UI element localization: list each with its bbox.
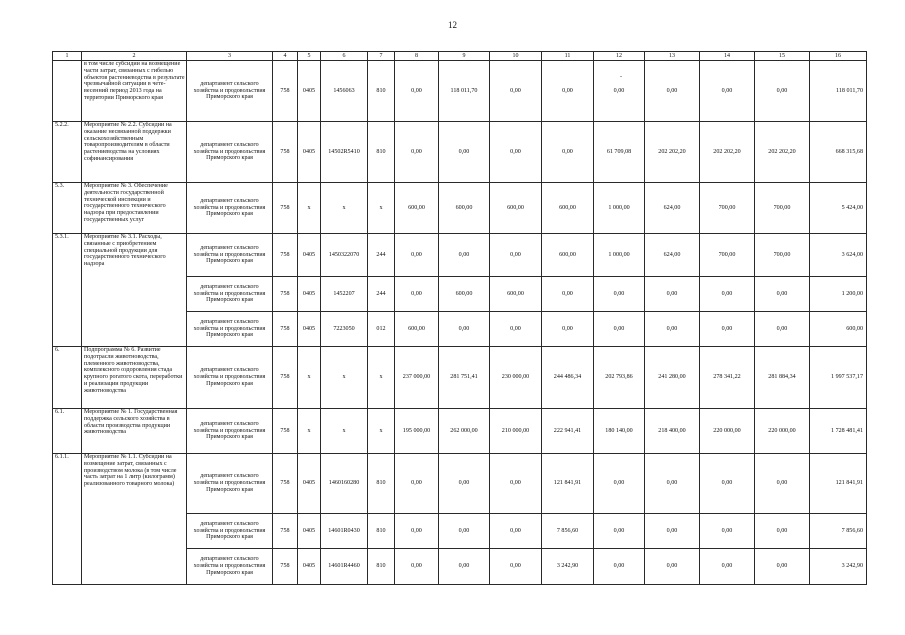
target-article: 1460160280 xyxy=(321,454,368,514)
value-cell: 624,00 xyxy=(645,183,700,234)
header-row xyxy=(53,52,867,61)
executor: департамент сельского хозяйства и продовольствия Приморского края xyxy=(187,234,273,277)
value-cell: 0,00 xyxy=(594,454,645,514)
total-cell: 1 728 481,41 xyxy=(810,409,867,454)
value-cell: 0,00 xyxy=(645,549,700,585)
grbs-code: 758 xyxy=(273,122,298,183)
value-cell: 700,00 xyxy=(755,183,810,234)
value-cell: 0,00 xyxy=(395,277,439,312)
header-cell: 2 xyxy=(82,52,187,61)
grbs-code: 758 xyxy=(273,409,298,454)
executor: департамент сельского хозяйства и продовольствия Приморского края xyxy=(187,549,273,585)
value-cell: 624,00 xyxy=(645,234,700,277)
value-cell: 0,00 xyxy=(439,514,490,549)
section-code: 0405 xyxy=(298,312,321,347)
value-cell: 1 000,00 xyxy=(594,234,645,277)
table-row xyxy=(53,234,867,277)
executor: департамент сельского хозяйства и продовольствия Приморского края xyxy=(187,277,273,312)
value-cell: 0,00 xyxy=(755,549,810,585)
activity-name: Мероприятие № 1. Государственная поддержка сельского хозяйства в области производства продукции животноводства xyxy=(82,409,187,454)
value-cell: 0,00 xyxy=(755,61,810,122)
expense-type: 810 xyxy=(368,122,395,183)
value-cell: 0,00 xyxy=(542,312,594,347)
section-code: 0405 xyxy=(298,277,321,312)
value-cell: 600,00 xyxy=(542,234,594,277)
executor: департамент сельского хозяйства и продовольствия Приморского края xyxy=(187,347,273,409)
row-number: 5.3.1. xyxy=(53,234,82,347)
value-cell: 0,00 xyxy=(490,61,542,122)
value-cell: 180 140,00 xyxy=(594,409,645,454)
table-row xyxy=(53,347,867,409)
value-cell: 0,00 xyxy=(700,514,755,549)
target-article: х xyxy=(321,183,368,234)
section-code: 0405 xyxy=(298,549,321,585)
header-cell: 10 xyxy=(490,52,542,61)
value-cell: 600,00 xyxy=(490,183,542,234)
total-cell: 1 200,00 xyxy=(810,277,867,312)
value-cell: 0,00 xyxy=(755,514,810,549)
value-cell: 202 202,20 xyxy=(700,122,755,183)
value-cell: 0,00 xyxy=(490,454,542,514)
grbs-code: 758 xyxy=(273,277,298,312)
table-row xyxy=(53,183,867,234)
executor: департамент сельского хозяйства и продовольствия Приморского края xyxy=(187,409,273,454)
stray-mark: - xyxy=(620,74,622,80)
activity-name: в том числе субсидии на возмещение части затрат, связанных с гибелью объектов растениеводства в результате чрезвычайной ситуации в чете-весенний период 2013 года на территории Приморского края xyxy=(82,61,187,122)
value-cell: 0,00 xyxy=(700,312,755,347)
value-cell: 600,00 xyxy=(439,277,490,312)
target-article: 7223050 xyxy=(321,312,368,347)
value-cell: 218 400,00 xyxy=(645,409,700,454)
total-cell: 3 624,00 xyxy=(810,234,867,277)
value-cell: 0,00 xyxy=(542,122,594,183)
expense-type: х xyxy=(368,183,395,234)
expense-type: 810 xyxy=(368,549,395,585)
value-cell: 0,00 xyxy=(490,312,542,347)
expense-type: 012 xyxy=(368,312,395,347)
section-code: 0405 xyxy=(298,61,321,122)
header-cell: 8 xyxy=(395,52,439,61)
header-cell: 9 xyxy=(439,52,490,61)
value-cell: 237 000,00 xyxy=(395,347,439,409)
value-cell: 0,00 xyxy=(490,514,542,549)
value-cell: 0,00 xyxy=(594,514,645,549)
header-cell: 1 xyxy=(53,52,82,61)
value-cell: 700,00 xyxy=(755,234,810,277)
value-cell: 61 709,08 xyxy=(594,122,645,183)
value-cell: 3 242,90 xyxy=(542,549,594,585)
value-cell: 600,00 xyxy=(395,312,439,347)
value-cell: 195 000,00 xyxy=(395,409,439,454)
activity-name: Мероприятие № 3. Обеспечение деятельности государственной технической инспекции и государственного технического надзора при предоставлении государственных услуг xyxy=(82,183,187,234)
activity-name: Мероприятие № 3.1. Расходы, связанные с приобретением специальной продукции для государственного технического надзора xyxy=(82,234,187,347)
value-cell: 0,00 xyxy=(395,122,439,183)
executor: департамент сельского хозяйства и продовольствия Приморского края xyxy=(187,514,273,549)
total-cell: 668 315,68 xyxy=(810,122,867,183)
header-cell: 12 xyxy=(594,52,645,61)
value-cell: 0,00 xyxy=(755,454,810,514)
target-article: 14601R4460 xyxy=(321,549,368,585)
value-cell: 244 486,34 xyxy=(542,347,594,409)
target-article: 1456063 xyxy=(321,61,368,122)
total-cell: 121 841,91 xyxy=(810,454,867,514)
executor: департамент сельского хозяйства и продовольствия Приморского края xyxy=(187,183,273,234)
value-cell: 0,00 xyxy=(700,549,755,585)
section-code: 0405 xyxy=(298,454,321,514)
value-cell: 118 011,70 xyxy=(439,61,490,122)
value-cell: 0,00 xyxy=(594,61,645,122)
value-cell: 0,00 xyxy=(490,122,542,183)
value-cell: 600,00 xyxy=(439,183,490,234)
value-cell: 7 856,60 xyxy=(542,514,594,549)
value-cell: 0,00 xyxy=(645,454,700,514)
value-cell: 262 000,00 xyxy=(439,409,490,454)
grbs-code: 758 xyxy=(273,347,298,409)
value-cell: 220 000,00 xyxy=(755,409,810,454)
expense-type: 810 xyxy=(368,514,395,549)
grbs-code: 758 xyxy=(273,549,298,585)
budget-table xyxy=(52,51,867,585)
value-cell: 210 000,00 xyxy=(490,409,542,454)
executor: департамент сельского хозяйства и продовольствия Приморского края xyxy=(187,454,273,514)
row-number xyxy=(53,61,82,122)
expense-type: 810 xyxy=(368,454,395,514)
value-cell: 0,00 xyxy=(645,277,700,312)
header-cell: 7 xyxy=(368,52,395,61)
grbs-code: 758 xyxy=(273,454,298,514)
value-cell: 0,00 xyxy=(395,514,439,549)
value-cell: 202 793,86 xyxy=(594,347,645,409)
value-cell: 0,00 xyxy=(542,277,594,312)
value-cell: 0,00 xyxy=(490,234,542,277)
header-cell: 16 xyxy=(810,52,867,61)
value-cell: 700,00 xyxy=(700,183,755,234)
header-cell: 13 xyxy=(645,52,700,61)
header-cell: 5 xyxy=(298,52,321,61)
section-code: х xyxy=(298,409,321,454)
executor: департамент сельского хозяйства и продовольствия Приморского края xyxy=(187,61,273,122)
value-cell: 0,00 xyxy=(645,61,700,122)
value-cell: 0,00 xyxy=(439,122,490,183)
executor: департамент сельского хозяйства и продовольствия Приморского края xyxy=(187,312,273,347)
value-cell: 0,00 xyxy=(439,312,490,347)
expense-type: 244 xyxy=(368,234,395,277)
page-number: 12 xyxy=(448,20,457,30)
row-number: 6.1. xyxy=(53,409,82,454)
value-cell: 0,00 xyxy=(594,277,645,312)
table-row xyxy=(53,454,867,514)
expense-type: 810 xyxy=(368,61,395,122)
value-cell: 220 000,00 xyxy=(700,409,755,454)
table-row xyxy=(53,409,867,454)
value-cell: 0,00 xyxy=(594,549,645,585)
section-code: 0405 xyxy=(298,514,321,549)
section-code: х xyxy=(298,347,321,409)
header-cell: 3 xyxy=(187,52,273,61)
value-cell: 0,00 xyxy=(700,61,755,122)
grbs-code: 758 xyxy=(273,234,298,277)
value-cell: 0,00 xyxy=(700,277,755,312)
row-number: 6.1.1. xyxy=(53,454,82,585)
value-cell: 0,00 xyxy=(594,312,645,347)
section-code: х xyxy=(298,183,321,234)
header-cell: 15 xyxy=(755,52,810,61)
target-article: 1452207 xyxy=(321,277,368,312)
value-cell: 281 884,34 xyxy=(755,347,810,409)
value-cell: 0,00 xyxy=(439,234,490,277)
total-cell: 118 011,70 xyxy=(810,61,867,122)
header-cell: 4 xyxy=(273,52,298,61)
value-cell: 202 202,20 xyxy=(755,122,810,183)
target-article: 14502R5410 xyxy=(321,122,368,183)
total-cell: 600,00 xyxy=(810,312,867,347)
value-cell: 0,00 xyxy=(439,549,490,585)
total-cell: 5 424,00 xyxy=(810,183,867,234)
row-number: 6. xyxy=(53,347,82,409)
grbs-code: 758 xyxy=(273,61,298,122)
value-cell: 1 000,00 xyxy=(594,183,645,234)
table-row xyxy=(53,122,867,183)
value-cell: 0,00 xyxy=(439,454,490,514)
header-cell: 6 xyxy=(321,52,368,61)
value-cell: 281 751,41 xyxy=(439,347,490,409)
value-cell: 0,00 xyxy=(645,312,700,347)
target-article: 14601R0430 xyxy=(321,514,368,549)
target-article: 1450322070 xyxy=(321,234,368,277)
section-code: 0405 xyxy=(298,234,321,277)
grbs-code: 758 xyxy=(273,183,298,234)
value-cell: 0,00 xyxy=(542,61,594,122)
header-cell: 14 xyxy=(700,52,755,61)
value-cell: 0,00 xyxy=(755,312,810,347)
expense-type: х xyxy=(368,347,395,409)
value-cell: 202 202,20 xyxy=(645,122,700,183)
activity-name: Мероприятие № 2.2. Субсидии на оказание несвязанной поддержки сельскохозяйственным товаропроизводителям в области растениеводства на условиях софинансирования xyxy=(82,122,187,183)
value-cell: 0,00 xyxy=(490,549,542,585)
value-cell: 600,00 xyxy=(542,183,594,234)
total-cell: 3 242,90 xyxy=(810,549,867,585)
row-number: 5.2.2. xyxy=(53,122,82,183)
row-number: 5.3. xyxy=(53,183,82,234)
activity-name: Подпрограмма № 6. Развитие подотрасли животноводства, племенного животноводства, комплексного оздоровления стада крупного рогатого скота, переработки и реализации продукции животноводства xyxy=(82,347,187,409)
value-cell: 0,00 xyxy=(700,454,755,514)
executor: департамент сельского хозяйства и продовольствия Приморского края xyxy=(187,122,273,183)
total-cell: 1 997 537,17 xyxy=(810,347,867,409)
value-cell: 278 341,22 xyxy=(700,347,755,409)
value-cell: 121 841,91 xyxy=(542,454,594,514)
total-cell: 7 856,60 xyxy=(810,514,867,549)
grbs-code: 758 xyxy=(273,312,298,347)
activity-name: Мероприятие № 1.1. Субсидии на возмещение затрат, связанных с производством молока (в том числе часть затрат на 1 литр (килограмм) реализованного товарного молока) xyxy=(82,454,187,585)
expense-type: х xyxy=(368,409,395,454)
value-cell: 0,00 xyxy=(395,549,439,585)
value-cell: 241 280,00 xyxy=(645,347,700,409)
value-cell: 0,00 xyxy=(755,277,810,312)
value-cell: 0,00 xyxy=(395,454,439,514)
value-cell: 700,00 xyxy=(700,234,755,277)
target-article: х xyxy=(321,347,368,409)
value-cell: 0,00 xyxy=(395,234,439,277)
value-cell: 0,00 xyxy=(645,514,700,549)
value-cell: 0,00 xyxy=(395,61,439,122)
value-cell: 600,00 xyxy=(490,277,542,312)
grbs-code: 758 xyxy=(273,514,298,549)
table-row xyxy=(53,61,867,122)
value-cell: 600,00 xyxy=(395,183,439,234)
header-cell: 11 xyxy=(542,52,594,61)
section-code: 0405 xyxy=(298,122,321,183)
value-cell: 230 000,00 xyxy=(490,347,542,409)
target-article: х xyxy=(321,409,368,454)
expense-type: 244 xyxy=(368,277,395,312)
value-cell: 222 941,41 xyxy=(542,409,594,454)
